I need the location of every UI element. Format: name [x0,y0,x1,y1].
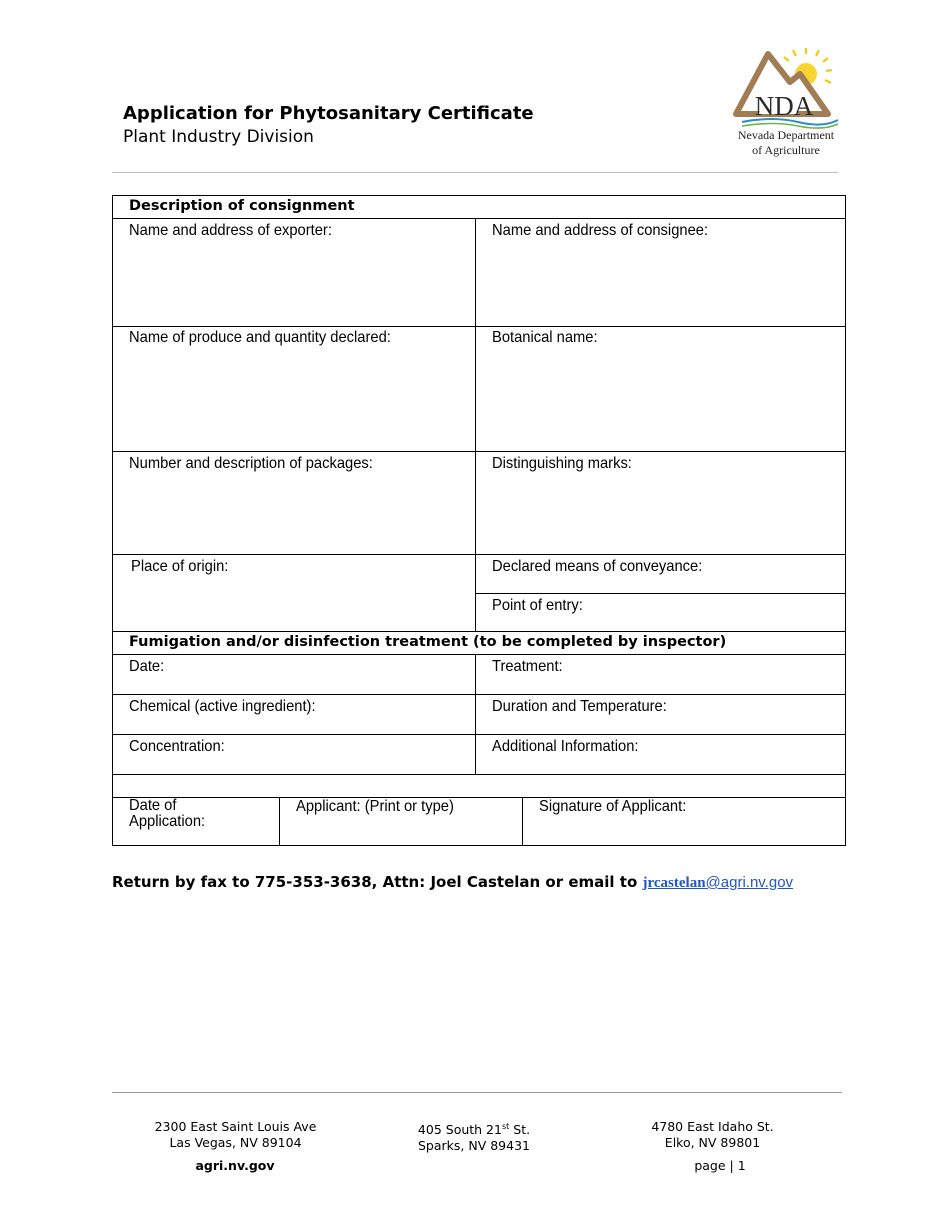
date-of-application-label-1: Date of [129,797,177,814]
treatment-field[interactable]: Treatment: [492,658,563,675]
address-line: 4780 East Idaho St. [651,1119,774,1134]
place-of-origin-field[interactable]: Place of origin: [131,558,229,575]
address-line: Sparks, NV 89431 [417,1138,530,1154]
produce-quantity-field[interactable]: Name of produce and quantity declared: [129,329,391,346]
address-line: 405 South 21st St. [417,1122,531,1138]
chemical-field[interactable]: Chemical (active ingredient): [129,698,316,715]
consignee-field[interactable]: Name and address of consignee: [492,222,709,239]
logo-line1: Nevada Department [737,128,835,142]
page-title: Application for Phytosanitary Certificate [123,103,534,124]
exporter-field[interactable]: Name and address of exporter: [129,222,332,239]
treatment-date-field[interactable]: Date: [129,658,165,675]
section-treatment-title: Fumigation and/or disinfection treatment (to be completed by inspector) [129,634,727,650]
date-of-application-label-2: Application: [129,813,206,830]
address-line: Elko, NV 89801 [664,1135,761,1150]
packages-field[interactable]: Number and description of packages: [129,455,373,472]
nda-logo [728,44,843,160]
botanical-name-field[interactable]: Botanical name: [492,329,598,346]
duration-temperature-field[interactable]: Duration and Temperature: [492,698,667,715]
distinguishing-marks-field[interactable]: Distinguishing marks: [492,455,632,472]
header-divider [112,172,838,173]
return-instructions [112,873,793,892]
page-subtitle: Plant Industry Division [123,127,314,147]
applicant-signature-field[interactable]: Signature of Applicant: [539,798,687,815]
applicant-name-field[interactable]: Applicant: (Print or type) [296,798,454,815]
email-domain: @agri.nv.gov [705,874,794,891]
point-of-entry-field[interactable]: Point of entry: [492,597,583,614]
logo-line2: of Agriculture [752,143,820,157]
address-line: 2300 East Saint Louis Ave [154,1119,317,1134]
date-of-application-field[interactable] [129,798,205,830]
application-form [112,195,846,846]
page-number: page | 1 [694,1158,746,1173]
footer-website-link[interactable]: agri.nv.gov [195,1158,275,1173]
logo-acronym: NDA [754,91,814,121]
address-line: Las Vegas, NV 89104 [169,1135,302,1150]
concentration-field[interactable]: Concentration: [129,738,225,755]
email-link[interactable] [643,875,794,891]
conveyance-field[interactable]: Declared means of conveyance: [492,558,703,575]
footer-divider [112,1092,842,1093]
return-text: Return by fax to 775-353-3638, Attn: Joel Castelan or email to [112,873,643,891]
email-user: jrcastelan [642,875,706,891]
footer-address-las-vegas [143,1119,328,1151]
section-consignment-title: Description of consignment [129,198,355,214]
footer-address-sparks [394,1119,554,1154]
additional-info-field[interactable]: Additional Information: [492,738,639,755]
footer-address-elko [635,1119,790,1151]
